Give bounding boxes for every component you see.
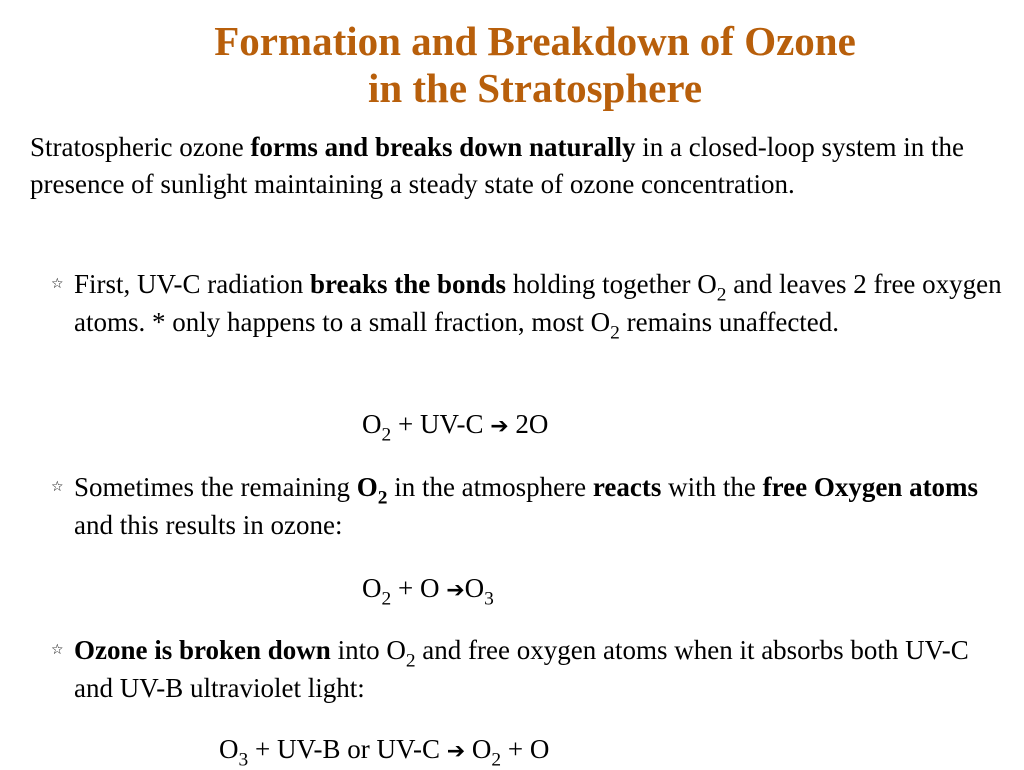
title-line-1: Formation and Breakdown of Ozone [214, 18, 856, 64]
eq-term: O [219, 734, 239, 764]
bullet-item-3 [51, 631, 1009, 707]
equation-1 [362, 406, 548, 445]
subscript: 2 [491, 749, 502, 770]
title-line-2: in the Stratosphere [367, 65, 703, 111]
bullet-text: Sometimes the remaining [74, 472, 357, 502]
intro-emphasis: forms and breaks down naturally [250, 132, 636, 162]
eq-term: O [362, 573, 382, 603]
bullet-text: with the [661, 472, 763, 502]
equation-3 [219, 731, 549, 770]
bullet-text: First, UV-C radiation [74, 269, 310, 299]
subscript: 3 [238, 749, 249, 770]
bullet-star-icon: ☆ [51, 642, 64, 658]
eq-term: O [362, 409, 382, 439]
subscript: 2 [381, 424, 392, 446]
arrow-right-icon: ➔ [446, 578, 465, 603]
bullet-emphasis: free Oxygen atoms [762, 472, 979, 502]
arrow-right-icon: ➔ [490, 414, 509, 439]
subscript [378, 487, 388, 508]
subscript: 2 [405, 650, 416, 672]
slide-title [0, 18, 1024, 112]
subscript: 2 [716, 284, 727, 306]
bullet-star-icon: ☆ [51, 479, 64, 495]
bullet-text: remains unaffected. [619, 307, 840, 337]
bullet-emphasis: reacts [592, 472, 662, 502]
intro-text: in a closed-loop system in the presence of sunlight maintaining a steady state of ozone concentration. [30, 132, 964, 199]
subscript: 2 [610, 322, 620, 344]
bullet-text: holding together O [506, 269, 717, 299]
eq-term: + UV-C [391, 409, 491, 439]
subscript-bold: 2 [377, 487, 388, 509]
equation-2 [362, 570, 494, 609]
bullet-text: and this results in ozone: [74, 510, 343, 540]
eq-term: + O [501, 734, 550, 764]
eq-term: O [464, 573, 485, 603]
eq-term: + UV-B or UV-C [248, 734, 447, 764]
bullet-item-2 [51, 468, 1009, 544]
subscript: 2 [381, 588, 392, 610]
subscript: 3 [484, 588, 494, 610]
bullet-item-1 [51, 265, 1009, 344]
bullet-emphasis: breaks the bonds [310, 269, 507, 299]
bullet-text: and leaves 2 free oxygen atoms. * only happens to a small fraction, most O [74, 269, 1002, 337]
intro-paragraph [30, 129, 1010, 203]
bullet-text: and free oxygen atoms when it absorbs both UV-C and UV-B ultraviolet light: [74, 635, 969, 703]
intro-text: Stratospheric ozone [30, 132, 251, 162]
eq-term: 2O [508, 409, 549, 439]
bullet-text: in the atmosphere [387, 472, 593, 502]
eq-term: O [465, 734, 492, 764]
bullet-emphasis: Ozone is broken down [74, 635, 331, 665]
eq-term: + O [391, 573, 447, 603]
bullet-star-icon: ☆ [51, 276, 64, 292]
bullet-text: into O [330, 635, 406, 665]
arrow-right-icon: ➔ [446, 739, 466, 764]
bullet-emphasis: O [356, 472, 378, 502]
